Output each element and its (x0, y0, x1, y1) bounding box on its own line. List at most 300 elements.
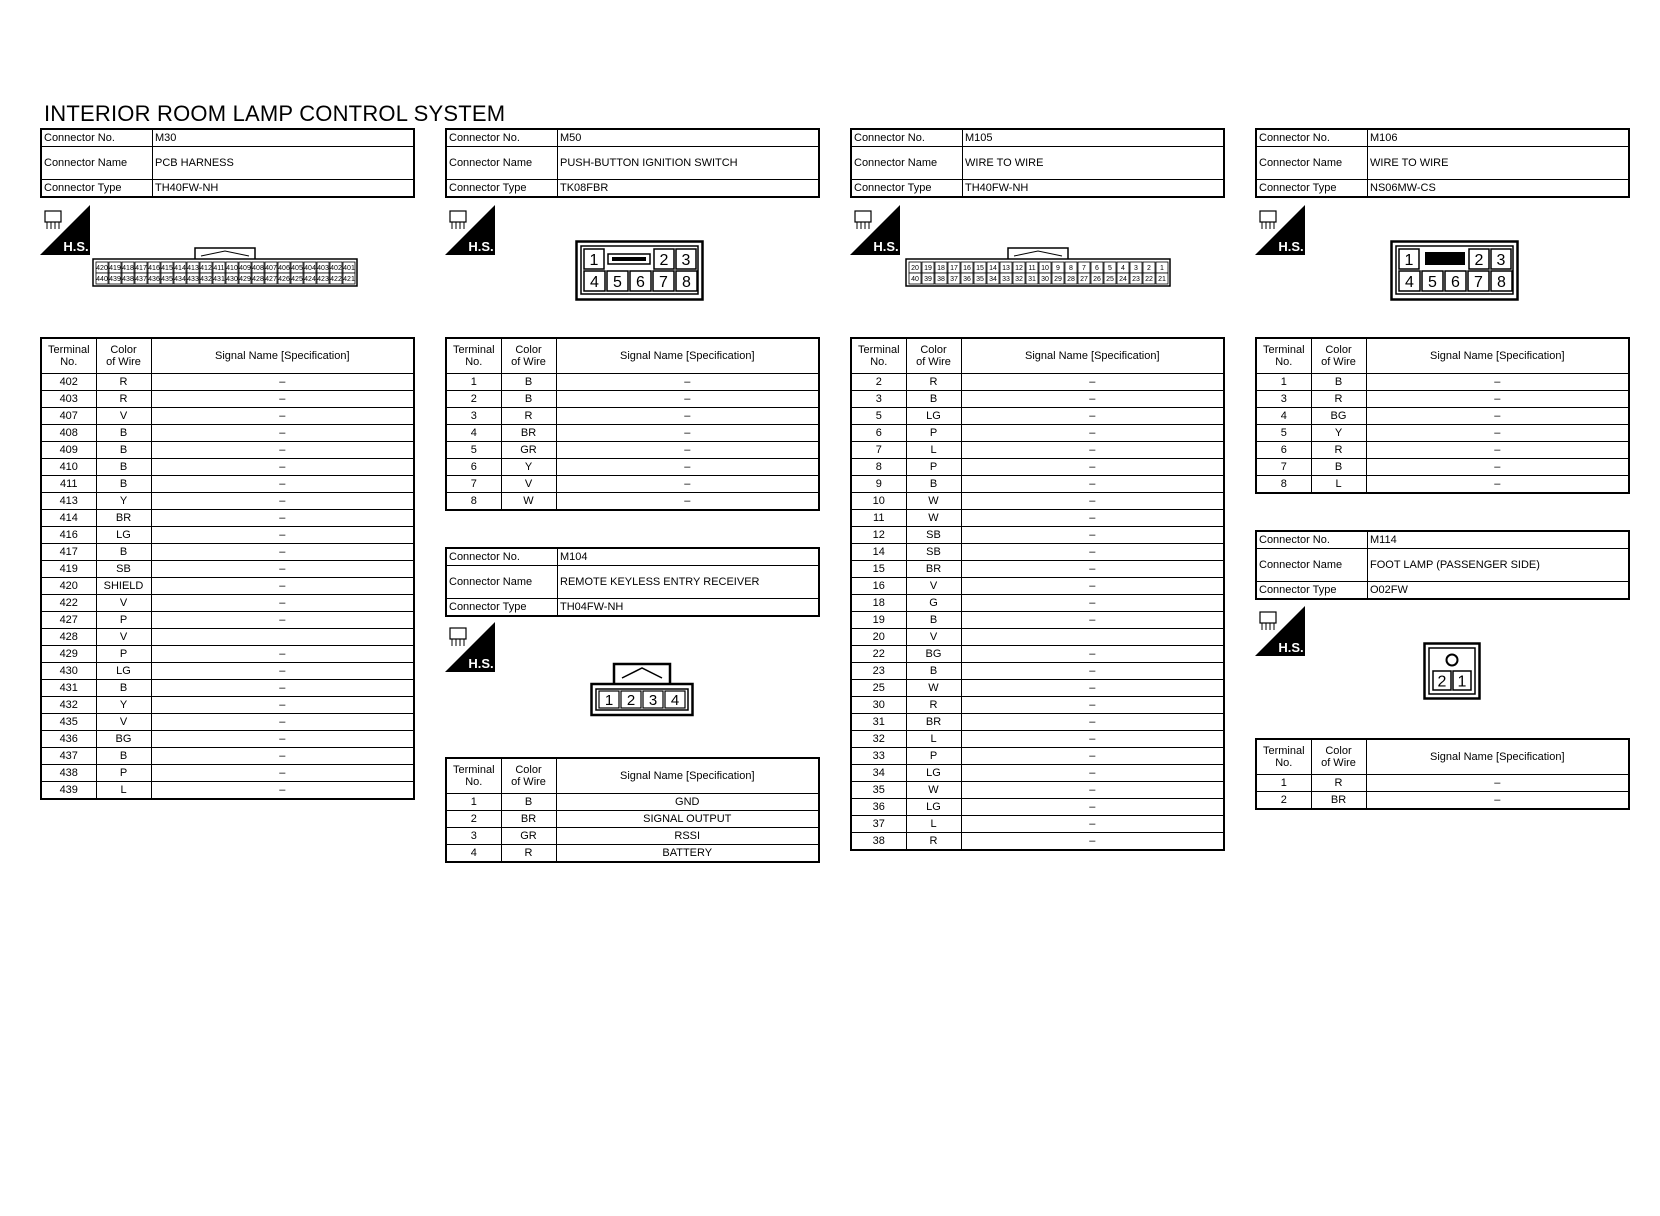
connector-number-label: Connector No. (1256, 531, 1368, 549)
wire-color: P (906, 459, 961, 476)
pin-number: 408 (252, 265, 264, 273)
pin-number: 419 (109, 265, 121, 273)
pin-number: 407 (265, 265, 277, 273)
wire-color: B (1311, 374, 1366, 391)
wire-color: BR (501, 811, 556, 828)
table-row (851, 714, 1224, 731)
wire-color: V (906, 578, 961, 595)
table-row (851, 408, 1224, 425)
pin-number: 437 (135, 276, 147, 284)
harness-side-icon (1255, 205, 1305, 255)
terminal-header-line1: Terminal (857, 344, 900, 356)
signal-name: – (151, 527, 414, 544)
signal-name: – (961, 459, 1224, 476)
signal-name: – (556, 493, 819, 511)
signal-name: – (1366, 408, 1629, 425)
table-row (851, 697, 1224, 714)
terminal-header-line1: Terminal (452, 344, 495, 356)
pin-number: 28 (1067, 276, 1075, 284)
table-row (851, 493, 1224, 510)
signal-name: – (556, 374, 819, 391)
terminal-number: 403 (41, 391, 96, 408)
pin-number: 412 (200, 265, 212, 273)
color-header-line2: of Wire (1321, 356, 1356, 368)
signal-name: – (961, 663, 1224, 680)
pin-number: 6 (636, 273, 645, 291)
pin-number: 8 (1069, 265, 1073, 273)
terminal-number: 6 (851, 425, 906, 442)
terminal-header-line2: No. (1275, 757, 1293, 769)
terminal-number: 438 (41, 765, 96, 782)
terminal-number: 1 (1256, 775, 1311, 792)
pin-number: 6 (1095, 265, 1099, 273)
pin-number: 417 (135, 265, 147, 273)
color-header-line2: of Wire (511, 776, 546, 788)
connector-number-value: M104 (558, 548, 820, 566)
table-row (851, 680, 1224, 697)
pin-number: 426 (278, 276, 290, 284)
connector-header-table (445, 547, 820, 617)
terminal-number: 5 (446, 442, 501, 459)
wire-color: B (501, 391, 556, 408)
table-row (41, 697, 414, 714)
wire-color: GR (501, 442, 556, 459)
connector-type-label: Connector Type (1256, 582, 1368, 600)
signal-name-header: Signal Name [Specification] (1366, 739, 1629, 775)
connector-type-value: TH40FW-NH (963, 180, 1225, 198)
terminal-number: 11 (851, 510, 906, 527)
signal-name: – (556, 425, 819, 442)
signal-name: – (1366, 391, 1629, 408)
pin-number: 422 (330, 276, 342, 284)
connector-number-value: M106 (1368, 129, 1630, 147)
table-row (41, 561, 414, 578)
signal-name: – (1366, 374, 1629, 391)
terminal-table (850, 337, 1225, 851)
terminal-number: 429 (41, 646, 96, 663)
connector-type-label: Connector Type (446, 180, 558, 198)
terminal-number: 1 (446, 794, 501, 811)
pin-number: 19 (924, 265, 932, 273)
color-header-line1: Color (920, 344, 947, 356)
signal-name: – (556, 408, 819, 425)
table-row (1256, 459, 1629, 476)
signal-name-header: Signal Name [Specification] (961, 338, 1224, 374)
pin-number: 1 (604, 691, 614, 709)
signal-name: RSSI (556, 828, 819, 845)
terminal-number: 7 (446, 476, 501, 493)
terminal-number: 435 (41, 714, 96, 731)
terminal-number: 33 (851, 748, 906, 765)
pin-number: 20 (911, 265, 919, 273)
terminal-number: 23 (851, 663, 906, 680)
connector-type-value: NS06MW-CS (1368, 180, 1630, 198)
table-row (1256, 408, 1629, 425)
pin-number: 18 (937, 265, 945, 273)
terminal-number: 7 (1256, 459, 1311, 476)
signal-name: – (151, 442, 414, 459)
pin-number: 2 (1147, 265, 1151, 273)
table-row (446, 493, 819, 511)
terminal-header-line2: No. (870, 356, 888, 368)
table-row (41, 408, 414, 425)
pin-number: 5 (1108, 265, 1112, 273)
terminal-number: 2 (851, 374, 906, 391)
pin-number: 415 (161, 265, 173, 273)
signal-name: – (151, 408, 414, 425)
terminal-header-line2: No. (1275, 356, 1293, 368)
table-row (41, 442, 414, 459)
pin-number: 4 (1121, 265, 1125, 273)
terminal-number: 7 (851, 442, 906, 459)
signal-name: – (961, 391, 1224, 408)
pin-number: 37 (950, 276, 958, 284)
wire-color: BR (96, 510, 151, 527)
pin-number: 429 (239, 276, 251, 284)
pin-number: 29 (1054, 276, 1062, 284)
wire-color: R (96, 391, 151, 408)
signal-name: – (961, 816, 1224, 833)
connector-header-table (850, 128, 1225, 198)
terminal-number: 416 (41, 527, 96, 544)
pin-number: 6 (1451, 273, 1460, 291)
table-row (41, 595, 414, 612)
terminal-header-line2: No. (465, 776, 483, 788)
signal-name: – (151, 680, 414, 697)
table-row (41, 731, 414, 748)
terminal-table (445, 337, 820, 511)
terminal-header-line1: Terminal (47, 344, 90, 356)
pin-number: 15 (976, 265, 984, 273)
pin-number: 414 (174, 265, 186, 273)
connector-face-diagram (1423, 642, 1481, 700)
wire-color: B (906, 391, 961, 408)
terminal-number: 430 (41, 663, 96, 680)
connector-name-value: REMOTE KEYLESS ENTRY RECEIVER (558, 566, 820, 599)
terminal-number: 4 (1256, 408, 1311, 425)
terminal-number: 408 (41, 425, 96, 442)
pin-number: 11 (1028, 265, 1036, 273)
table-row (851, 663, 1224, 680)
terminal-number: 2 (446, 811, 501, 828)
connector-header-table (1255, 128, 1630, 198)
pin-number: 27 (1080, 276, 1088, 284)
color-header-line1: Color (1325, 745, 1352, 757)
harness-side-icon (445, 205, 495, 255)
pin-number: 9 (1056, 265, 1060, 273)
wire-color: W (906, 493, 961, 510)
terminal-number: 30 (851, 697, 906, 714)
table-row (41, 425, 414, 442)
connector-name-label: Connector Name (446, 147, 558, 180)
table-row (446, 845, 819, 863)
terminal-number: 419 (41, 561, 96, 578)
color-header-line1: Color (1325, 344, 1352, 356)
table-row (851, 799, 1224, 816)
pin-number: 8 (682, 273, 691, 291)
table-row (851, 425, 1224, 442)
pin-number: 401 (343, 265, 355, 273)
page-title: INTERIOR ROOM LAMP CONTROL SYSTEM (44, 101, 506, 126)
wire-color: LG (906, 799, 961, 816)
signal-name: – (961, 425, 1224, 442)
connector-name-label: Connector Name (41, 147, 153, 180)
connector-number-value: M105 (963, 129, 1225, 147)
connector-number-value: M30 (153, 129, 415, 147)
table-row (446, 459, 819, 476)
connector-number-label: Connector No. (1256, 129, 1368, 147)
wire-color: B (501, 374, 556, 391)
table-row (851, 374, 1224, 391)
color-header-line2: of Wire (916, 356, 951, 368)
table-row (41, 476, 414, 493)
signal-name: – (151, 663, 414, 680)
table-row (1256, 775, 1629, 792)
table-row (41, 663, 414, 680)
signal-name: – (556, 442, 819, 459)
wire-color: B (501, 794, 556, 811)
pin-number: 421 (343, 276, 355, 284)
terminal-number: 9 (851, 476, 906, 493)
connector-name-value: PUSH-BUTTON IGNITION SWITCH (558, 147, 820, 180)
wire-color: L (96, 782, 151, 800)
pin-number: 3 (681, 251, 691, 269)
table-row (41, 629, 414, 646)
pin-number: 3 (1134, 265, 1138, 273)
harness-side-icon (445, 622, 495, 672)
pin-number: 413 (187, 265, 199, 273)
pin-number: 430 (226, 276, 238, 284)
table-row (41, 510, 414, 527)
terminal-number: 19 (851, 612, 906, 629)
signal-name (151, 629, 414, 646)
signal-name: – (151, 595, 414, 612)
pin-number: 39 (924, 276, 932, 284)
wire-color-header (96, 338, 151, 374)
terminal-table (1255, 337, 1630, 494)
harness-side-icon (1255, 606, 1305, 656)
pin-number: 433 (187, 276, 199, 284)
signal-name: – (961, 527, 1224, 544)
signal-name: – (961, 493, 1224, 510)
wire-color: LG (906, 408, 961, 425)
signal-name: – (151, 476, 414, 493)
wire-color: P (96, 646, 151, 663)
terminal-number: 14 (851, 544, 906, 561)
terminal-number: 410 (41, 459, 96, 476)
signal-name: – (961, 646, 1224, 663)
terminal-header-line1: Terminal (1262, 745, 1305, 757)
table-row (1256, 476, 1629, 494)
pin-number: 33 (1002, 276, 1010, 284)
connector-block-m105 (850, 128, 1225, 198)
hs-label: H.S. (468, 239, 494, 254)
wire-color: B (96, 425, 151, 442)
wire-color: R (96, 374, 151, 391)
wire-color: R (1311, 442, 1366, 459)
wire-color: LG (906, 765, 961, 782)
terminal-number: 436 (41, 731, 96, 748)
signal-name: – (151, 714, 414, 731)
connector-name-value: WIRE TO WIRE (963, 147, 1225, 180)
terminal-no-header (851, 338, 906, 374)
connector-name-label: Connector Name (1256, 549, 1368, 582)
table-row (851, 527, 1224, 544)
connector-type-label: Connector Type (851, 180, 963, 198)
pin-number: 423 (317, 276, 329, 284)
table-row (851, 391, 1224, 408)
signal-name-header: Signal Name [Specification] (151, 338, 414, 374)
pin-number: 34 (989, 276, 997, 284)
pin-number: 38 (937, 276, 945, 284)
terminal-number: 35 (851, 782, 906, 799)
wire-color: R (501, 845, 556, 863)
table-row (41, 544, 414, 561)
table-row (41, 748, 414, 765)
color-header-line2: of Wire (511, 356, 546, 368)
connector-type-value: TK08FBR (558, 180, 820, 198)
terminal-number: 427 (41, 612, 96, 629)
terminal-number: 414 (41, 510, 96, 527)
signal-name: – (1366, 775, 1629, 792)
table-row (446, 828, 819, 845)
signal-name: SIGNAL OUTPUT (556, 811, 819, 828)
signal-name: – (151, 646, 414, 663)
terminal-number: 431 (41, 680, 96, 697)
pin-number: 36 (963, 276, 971, 284)
wire-color: BG (906, 646, 961, 663)
table-row (446, 476, 819, 493)
terminal-number: 407 (41, 408, 96, 425)
connector-block-m50 (445, 128, 820, 198)
table-row (446, 811, 819, 828)
connector-name-value: FOOT LAMP (PASSENGER SIDE) (1368, 549, 1630, 582)
table-row (41, 680, 414, 697)
terminal-number: 8 (1256, 476, 1311, 494)
wire-color: LG (96, 663, 151, 680)
table-row (1256, 442, 1629, 459)
signal-name: – (151, 561, 414, 578)
terminal-no-header (446, 338, 501, 374)
table-row (851, 459, 1224, 476)
wire-color: R (906, 697, 961, 714)
terminal-header-line2: No. (465, 356, 483, 368)
terminal-number: 34 (851, 765, 906, 782)
table-row (41, 374, 414, 391)
terminal-number: 18 (851, 595, 906, 612)
terminal-number: 439 (41, 782, 96, 800)
pin-number: 410 (226, 265, 238, 273)
wire-color: V (96, 714, 151, 731)
wire-color: B (96, 748, 151, 765)
pin-number: 3 (648, 691, 658, 709)
signal-name: – (961, 765, 1224, 782)
table-row (1256, 374, 1629, 391)
color-header-line2: of Wire (1321, 757, 1356, 769)
wire-color: BR (501, 425, 556, 442)
pin-number: 440 (96, 276, 108, 284)
harness-side-icon (850, 205, 900, 255)
connector-number-label: Connector No. (446, 129, 558, 147)
table-row (1256, 391, 1629, 408)
pin-number: 40 (911, 276, 919, 284)
connector-header-table (40, 128, 415, 198)
pin-number: 405 (291, 265, 303, 273)
terminal-header-line1: Terminal (1262, 344, 1305, 356)
terminal-number: 3 (446, 408, 501, 425)
pin-number: 406 (278, 265, 290, 273)
pin-number: 35 (976, 276, 984, 284)
terminal-number: 409 (41, 442, 96, 459)
pin-number: 1 (1160, 265, 1164, 273)
table-row (41, 765, 414, 782)
signal-name: – (1366, 476, 1629, 494)
table-row (851, 646, 1224, 663)
pin-number: 12 (1015, 265, 1023, 273)
connector-face-diagram (905, 245, 1173, 289)
pin-number: 1 (589, 251, 599, 269)
signal-name: – (961, 442, 1224, 459)
table-row (851, 561, 1224, 578)
pin-number: 21 (1158, 276, 1166, 284)
pin-number: 436 (148, 276, 160, 284)
pin-number: 13 (1002, 265, 1010, 273)
table-row (41, 646, 414, 663)
wire-color: V (96, 408, 151, 425)
connector-name-label: Connector Name (851, 147, 963, 180)
signal-name: – (151, 459, 414, 476)
pin-number: 425 (291, 276, 303, 284)
color-header-line1: Color (515, 344, 542, 356)
pin-number: 4 (590, 273, 599, 291)
table-row (851, 833, 1224, 851)
signal-name: – (961, 476, 1224, 493)
connector-header-table (445, 128, 820, 198)
table-row (446, 442, 819, 459)
pin-number: 424 (304, 276, 316, 284)
table-row (446, 408, 819, 425)
signal-name: GND (556, 794, 819, 811)
terminal-header-line1: Terminal (452, 764, 495, 776)
pin-number: 431 (213, 276, 225, 284)
pin-number: 2 (1474, 251, 1484, 269)
connector-type-value: TH40FW-NH (153, 180, 415, 198)
terminal-number: 6 (1256, 442, 1311, 459)
terminal-number: 432 (41, 697, 96, 714)
connector-number-label: Connector No. (851, 129, 963, 147)
pin-number: 14 (989, 265, 997, 273)
signal-name: – (961, 408, 1224, 425)
signal-name: – (961, 612, 1224, 629)
signal-name: – (151, 493, 414, 510)
pin-number: 10 (1041, 265, 1049, 273)
pin-number: 439 (109, 276, 121, 284)
table-row (41, 493, 414, 510)
terminal-no-header (1256, 739, 1311, 775)
signal-name: – (961, 510, 1224, 527)
signal-name: – (961, 697, 1224, 714)
table-row (851, 595, 1224, 612)
connector-type-value: TH04FW-NH (558, 599, 820, 617)
signal-name: – (961, 374, 1224, 391)
signal-name: – (151, 578, 414, 595)
terminal-header-line2: No. (60, 356, 78, 368)
signal-name: – (151, 697, 414, 714)
wire-color: R (906, 374, 961, 391)
signal-name: – (151, 391, 414, 408)
table-row (446, 794, 819, 811)
pin-number: 434 (174, 276, 186, 284)
